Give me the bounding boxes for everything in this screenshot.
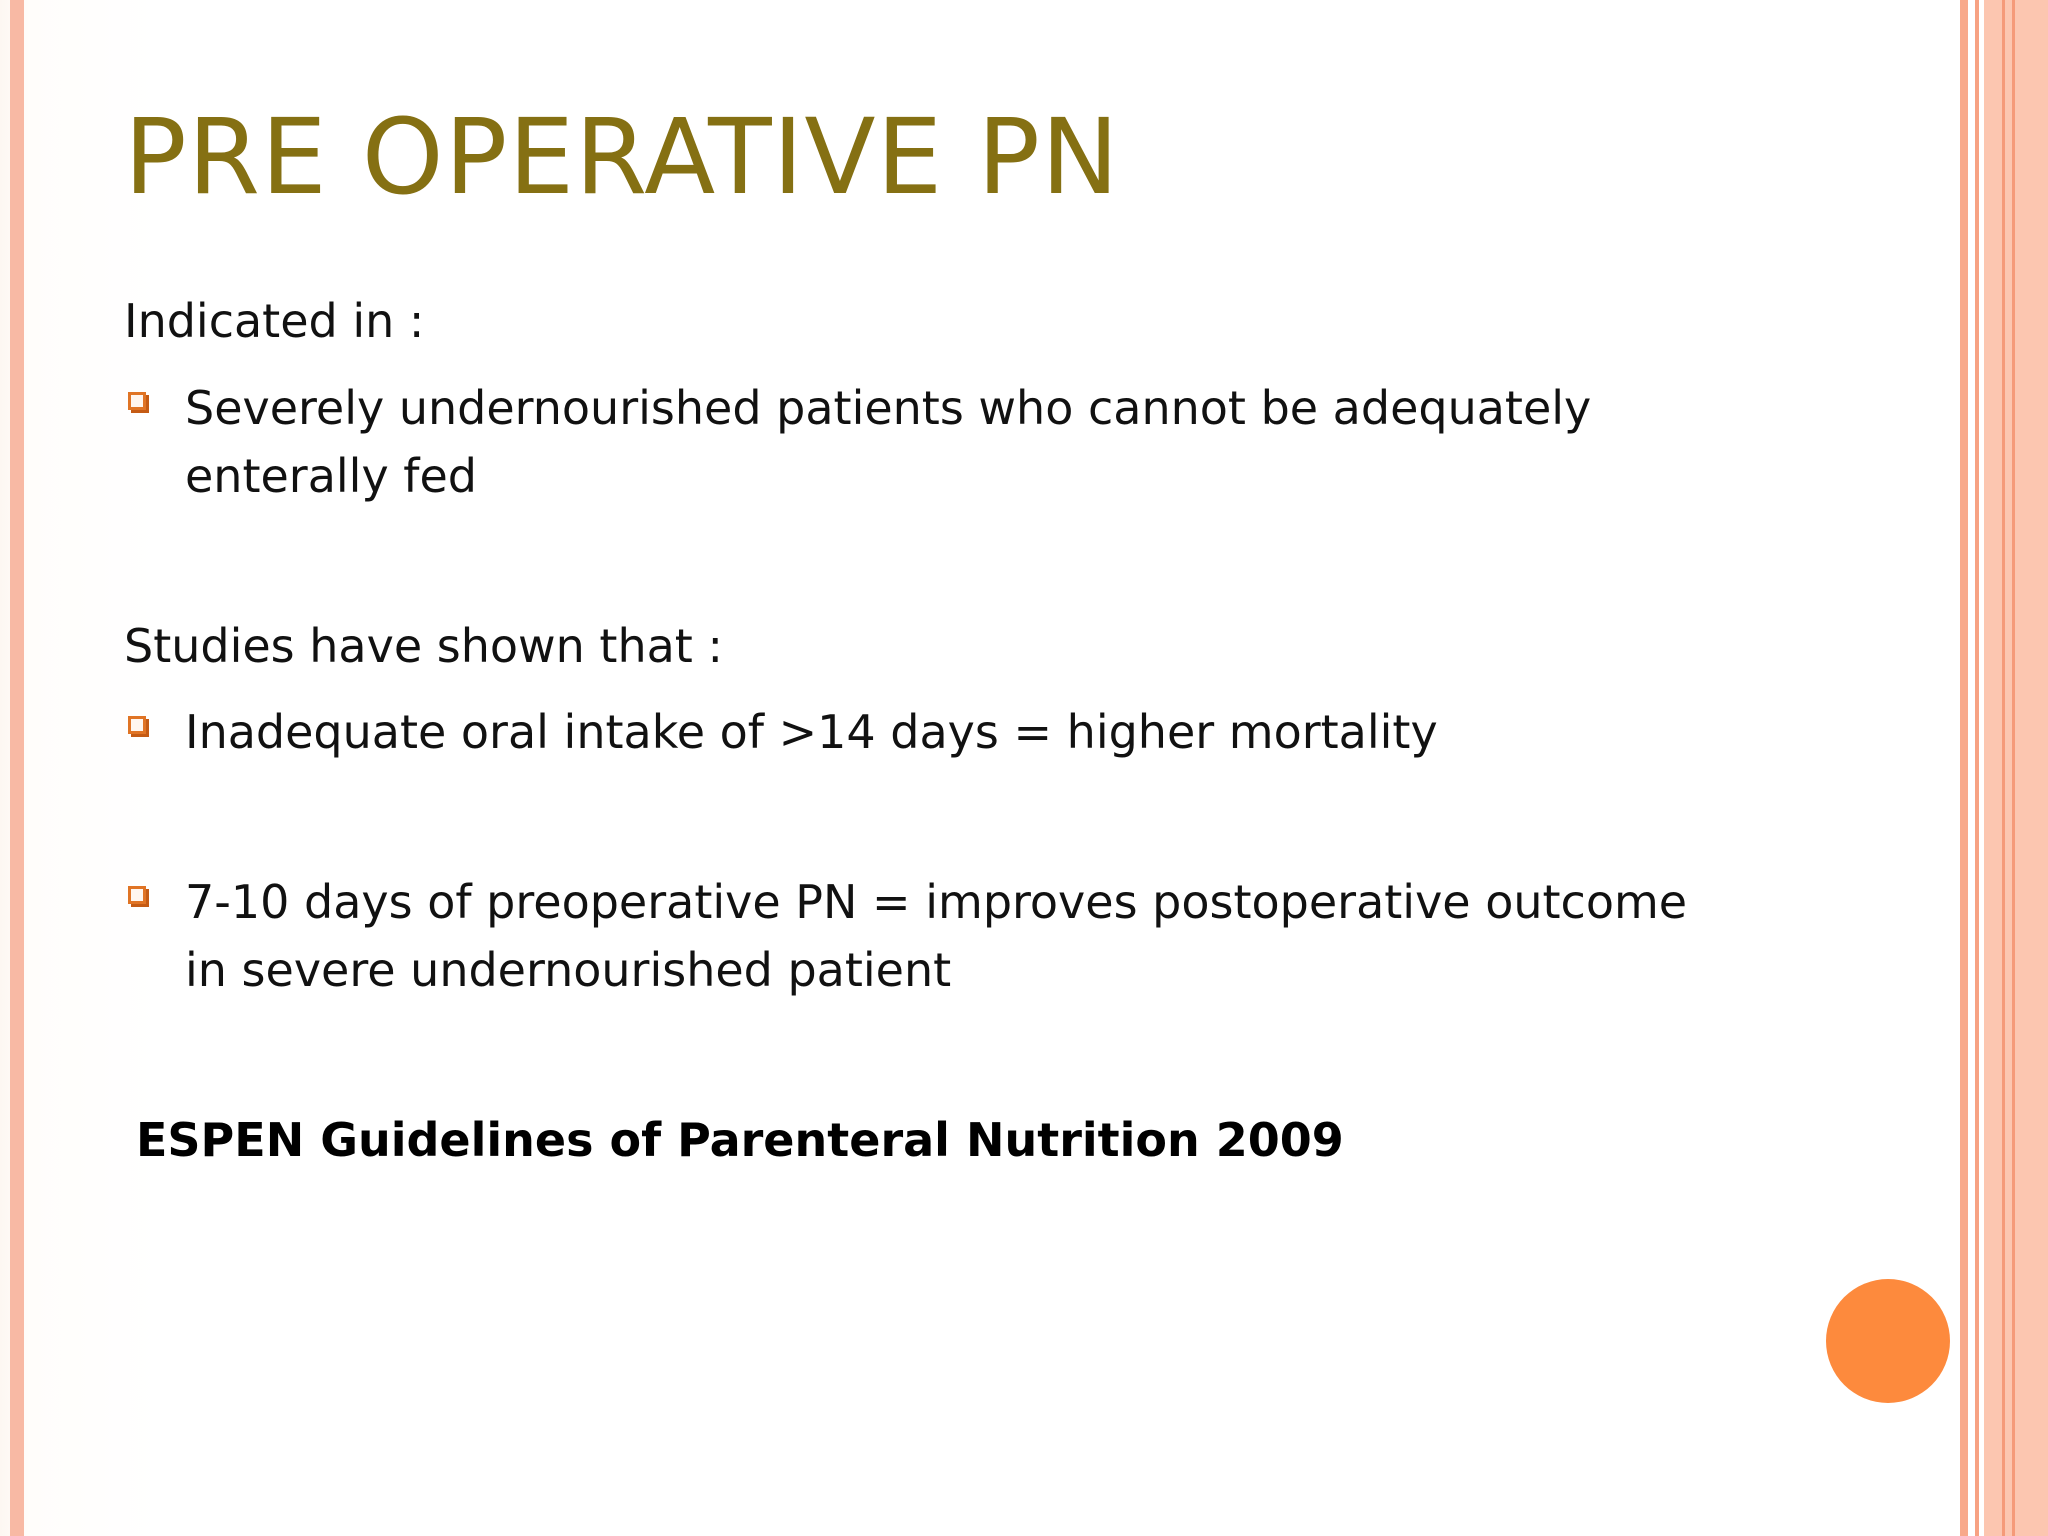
reference-citation: ESPEN Guidelines of Parenteral Nutrition 2009	[136, 1113, 1344, 1167]
right-border-stripe	[1975, 0, 1979, 1536]
section-heading-studies: Studies have shown that :	[124, 619, 723, 673]
right-border-band	[1984, 0, 2048, 1536]
bullet-text-continuation: in severe undernourished patient	[185, 943, 952, 997]
right-border-line	[2012, 0, 2015, 1536]
right-border-line	[2002, 0, 2005, 1536]
bullet-text: 7-10 days of preoperative PN = improves postoperative outcome	[185, 875, 1688, 929]
right-border-stripe	[1960, 0, 1968, 1536]
section-heading-indicated: Indicated in :	[124, 294, 425, 348]
square-bullet-icon	[128, 886, 146, 904]
left-border-stripe	[10, 0, 24, 1536]
slide-title: PRE OPERATIVE PN	[124, 96, 1120, 218]
square-bullet-icon	[128, 392, 146, 410]
bullet-text: Severely undernourished patients who cannot be adequately	[185, 381, 1592, 435]
bullet-text-continuation: enterally fed	[185, 449, 477, 503]
orange-circle-decoration	[1826, 1279, 1950, 1403]
square-bullet-icon	[128, 716, 146, 734]
bullet-text: Inadequate oral intake of >14 days = higher mortality	[185, 705, 1438, 759]
